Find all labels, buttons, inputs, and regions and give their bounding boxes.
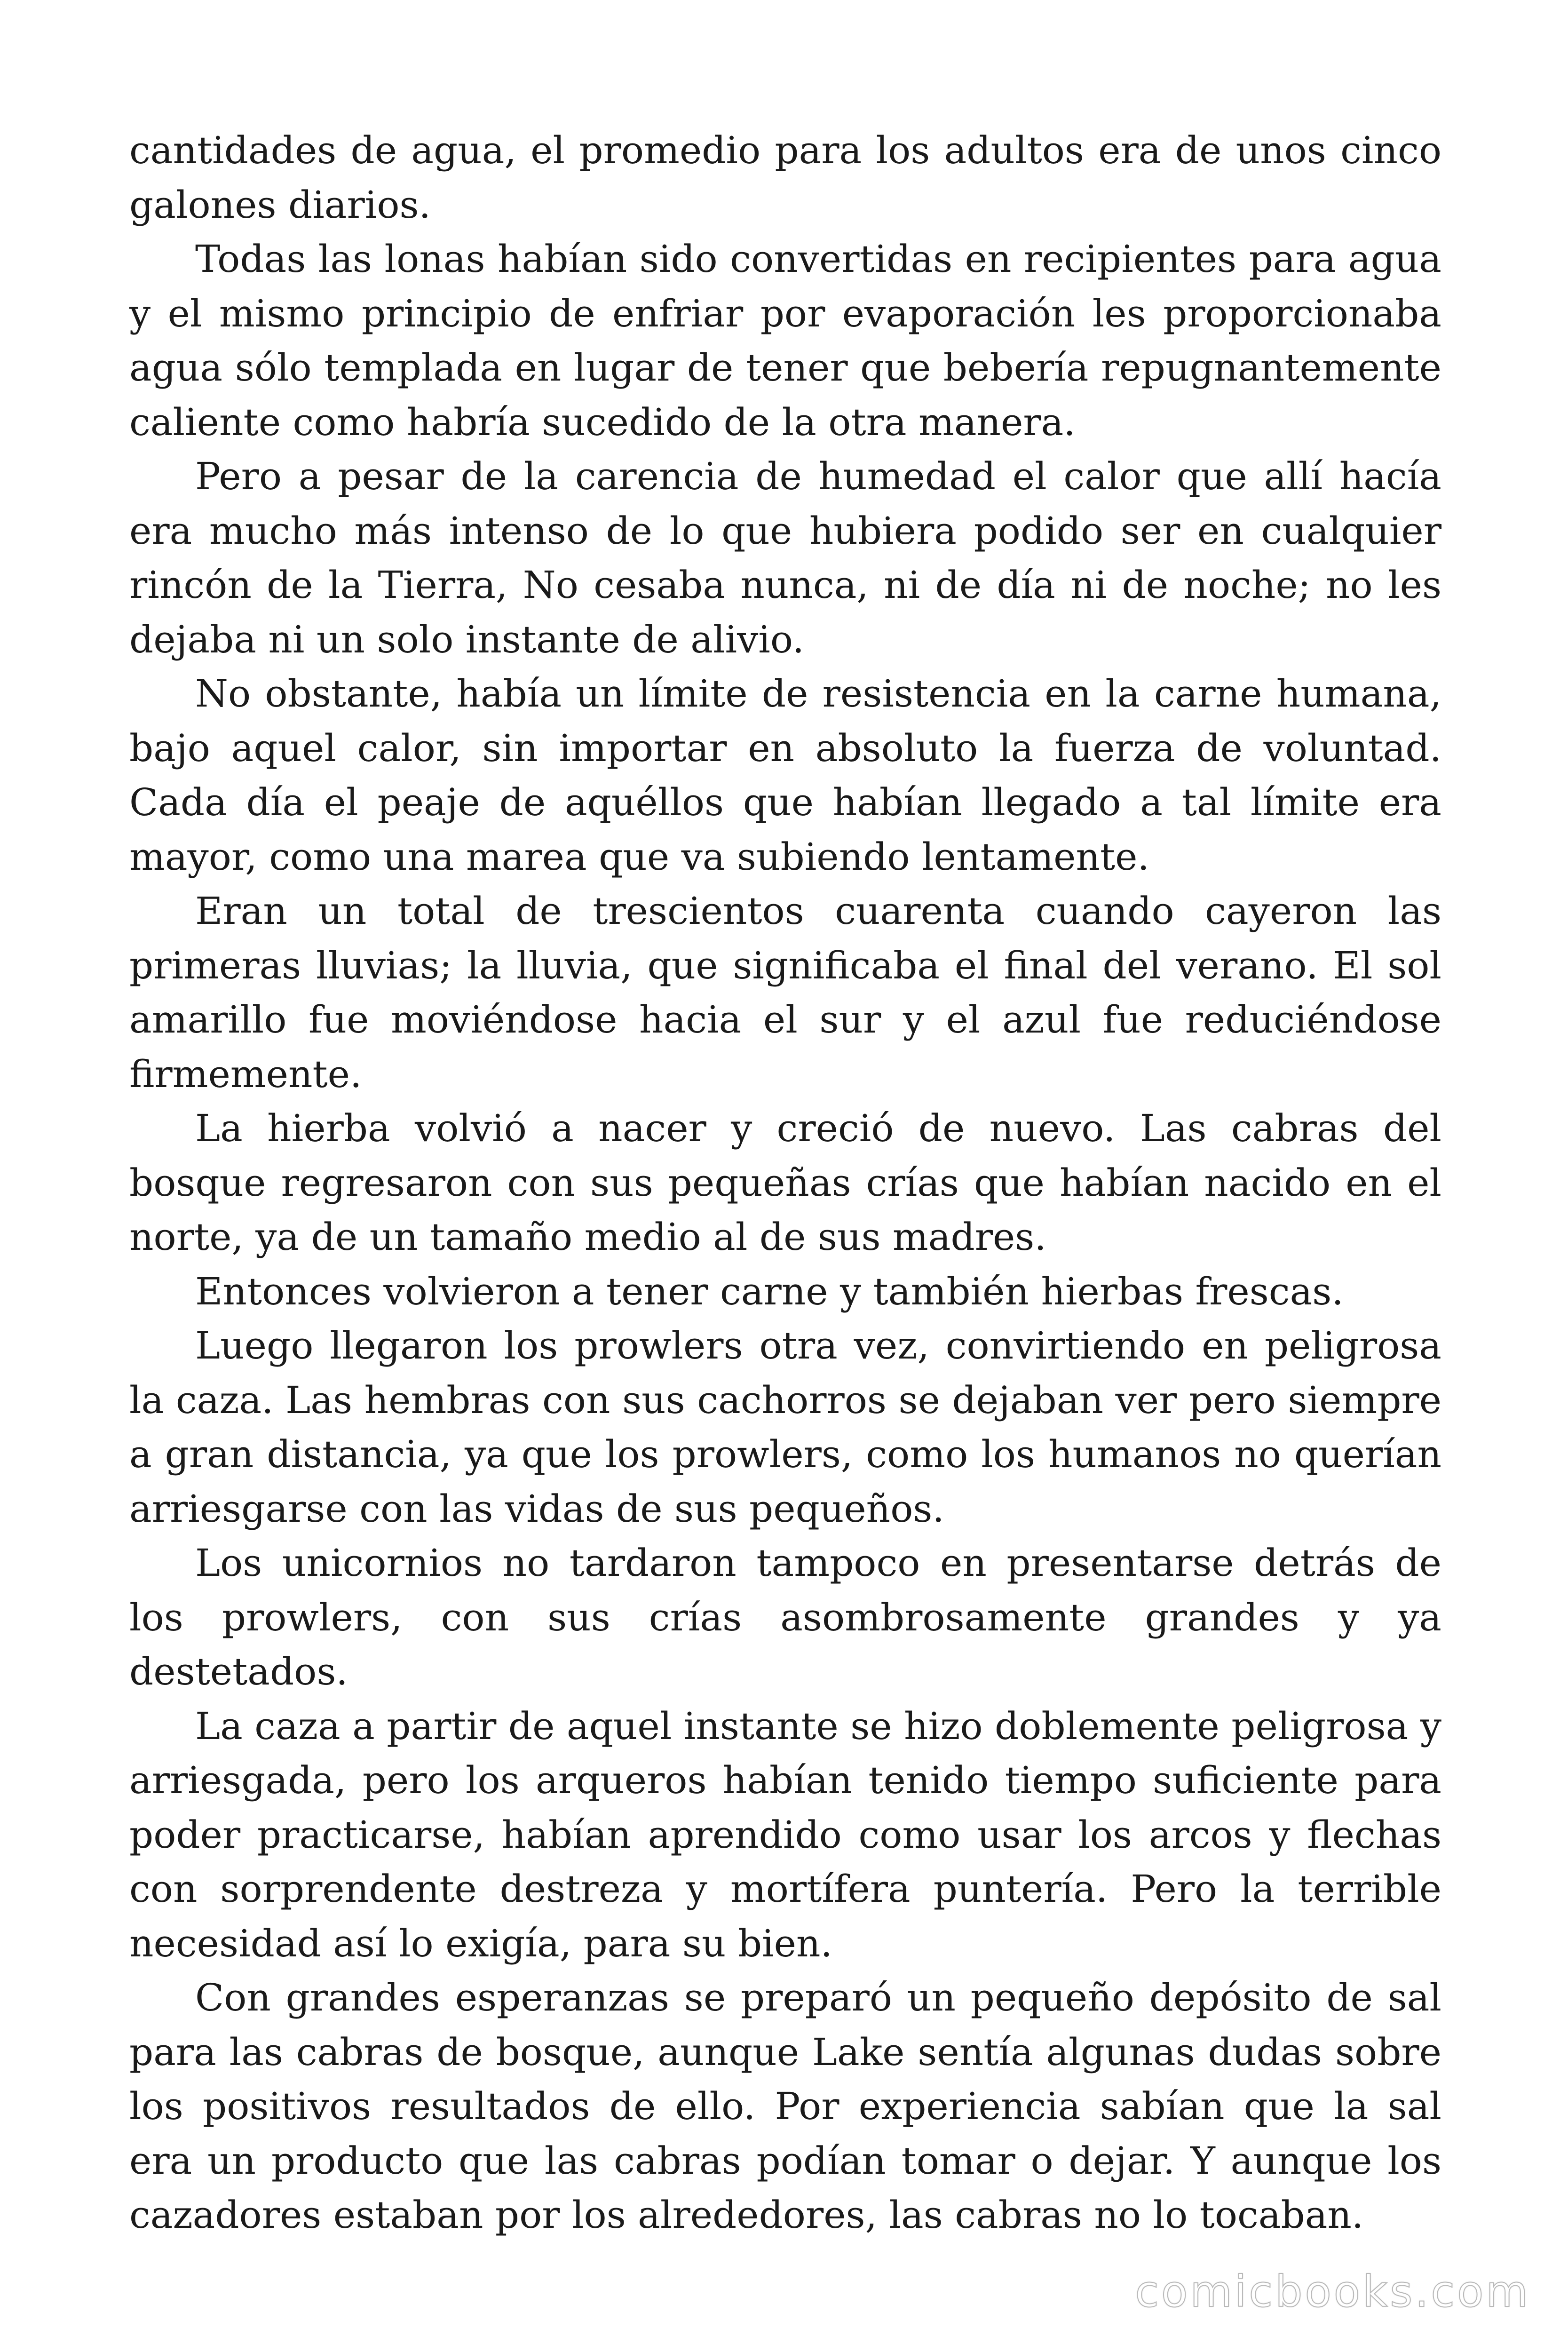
paragraph: No obstante, había un límite de resistencia en la carne humana, bajo aquel calor, sin importar en absoluto la fuerza de voluntad. Cada día el peaje de aquéllos que habían llegado a tal límite era mayor, como una marea que va subiendo lentamente.	[129, 672, 1441, 879]
paragraph: Eran un total de trescientos cuarenta cuando cayeron las primeras lluvias; la lluvia, que significaba el final del verano. El sol amarillo fue moviéndose hacia el sur y el azul fue reduciéndose firmemente.	[129, 889, 1441, 1096]
paragraph: Luego llegaron los prowlers otra vez, convirtiendo en peligrosa la caza. Las hembras con sus cachorros se dejaban ver pero siempre a gran distancia, ya que los prowlers, como los humanos no querían arriesgarse con las vidas de sus pequeños.	[129, 1324, 1441, 1531]
paragraph: La hierba volvió a nacer y creció de nuevo. Las cabras del bosque regresaron con sus pequeñas crías que habían nacido en el norte, ya de un tamaño medio al de sus madres.	[129, 1106, 1441, 1259]
paragraph: Los unicornios no tardaron tampoco en presentarse detrás de los prowlers, con sus crías asombrosamente grandes y ya destetados.	[129, 1541, 1441, 1693]
paragraph: La caza a partir de aquel instante se hizo doblemente peligrosa y arriesgada, pero los arqueros habían tenido tiempo suficiente para poder practicarse, habían aprendido como usar los arcos y flechas con sorprendente destreza y mortífera puntería. Pero la terrible necesidad así lo exigía, para su bien.	[129, 1704, 1441, 1965]
paragraph: Pero a pesar de la carencia de humedad el calor que allí hacía era mucho más intenso de lo que hubiera podido ser en cualquier rincón de la Tierra, No cesaba nunca, ni de día ni de noche; no les dejaba ni un solo instante de alivio.	[129, 454, 1441, 661]
paragraph: Con grandes esperanzas se preparó un pequeño depósito de sal para las cabras de bosque, aunque Lake sentía algunas dudas sobre los positivos resultados de ello. Por experiencia sabían que la sal era un producto que las cabras podían tomar o dejar. Y aunque los cazadores estaban por los alrededores, las cabras no lo tocaban.	[129, 1976, 1441, 2237]
paragraph: Entonces volvieron a tener carne y también hierbas frescas.	[195, 1269, 1344, 1313]
paragraph: Todas las lonas habían sido convertidas en recipientes para agua y el mismo principio de enfriar por evaporación les proporcionaba agua sólo templada en lugar de tener que bebería repugnantemente caliente como habría sucedido de la otra manera.	[129, 237, 1441, 444]
watermark: comicbooks.com	[1135, 2266, 1530, 2317]
book-page-text	[129, 123, 1441, 2242]
paragraph: cantidades de agua, el promedio para los adultos era de unos cinco galones diarios.	[129, 128, 1441, 227]
